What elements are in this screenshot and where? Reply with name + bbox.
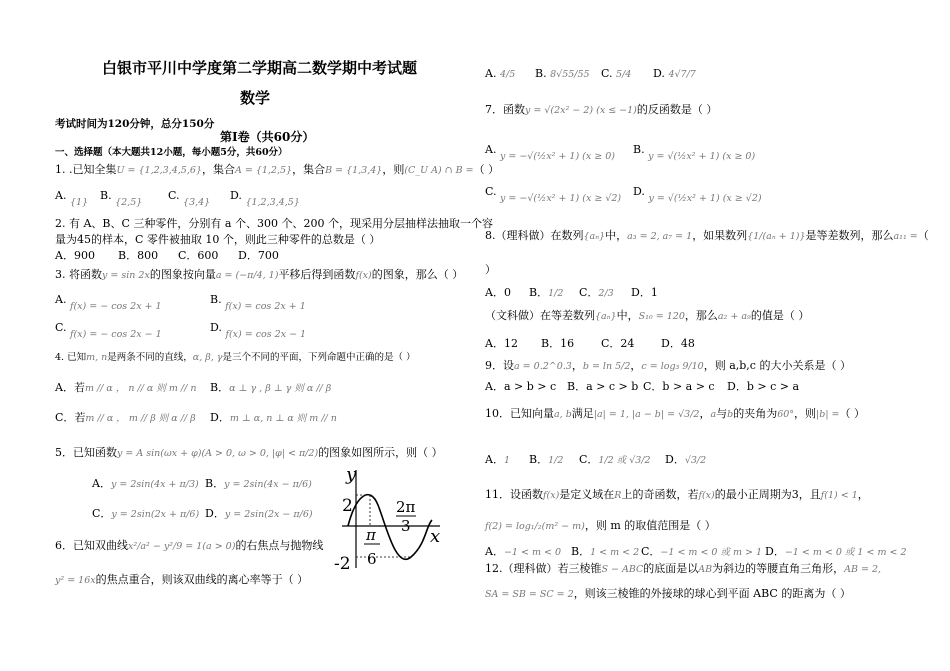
q11-option-a: A．−1 < m < 0 — [485, 545, 562, 558]
q1-stem-e: （ ） — [473, 163, 500, 176]
q3-option-b: B. f(x) = cos 2x + 1 — [210, 293, 306, 312]
q2-option-a: A．900 — [55, 249, 95, 262]
q8-option-c: C．2/3 — [579, 286, 614, 299]
question-6-line-2: y² = 16x的焦点重合，则该双曲线的离心率等于（ ） — [55, 573, 309, 586]
q6-option-b: B. 8√55/55 — [535, 67, 590, 80]
q10-option-a: A．1 — [485, 453, 510, 466]
q7-option-a: A. y = −√(½x² + 1) (x ≥ 0) — [485, 143, 615, 162]
sine-graph — [334, 460, 446, 574]
question-10: 10．已知向量a, b满足|a| = 1, |a − b| = √3/2，a与b的夹角为60°，则|b| =（ ） — [485, 407, 866, 420]
q3-option-c: C. f(x) = − cos 2x − 1 — [55, 321, 162, 340]
q8w-option-c: C．24 — [601, 337, 635, 350]
question-2-line-1: 2. 有 A、B、C 三种零件，分别有 a 个、300 个、200 个，现采用分层抽样法抽取一个容 — [55, 217, 493, 230]
q8-option-d: D．1 — [631, 286, 658, 299]
question-1 — [55, 162, 499, 178]
q1-math-b: B = {1,3,4} — [325, 165, 383, 176]
question-9: 9．设a = 0.2^0.3，b = ln 5/2，c = log₃ 9/10，则 a,b,c 的大小关系是（ ） — [485, 359, 851, 372]
q4-option-c: C．若m // α ， m // β 则 α // β — [55, 411, 196, 424]
q7-option-b: B. y = √(½x² + 1) (x ≥ 0) — [633, 143, 756, 162]
q9-option-b: B．a > c > b — [567, 380, 639, 393]
q3-option-a: A. f(x) = − cos 2x + 1 — [55, 293, 162, 312]
q2-option-b: B．800 — [118, 249, 159, 262]
q7-option-d: D. y = √(½x² + 1) (x ≥ √2) — [633, 185, 762, 204]
q8w-option-b: B．16 — [541, 337, 575, 350]
graph-x2-den: 3 — [401, 517, 411, 535]
graph-ymin-label: -2 — [334, 554, 351, 574]
subject-title: 数学 — [240, 91, 271, 107]
q11-option-d: D．−1 < m < 0 或 1 < m < 2 — [765, 545, 907, 558]
question-11-line-2: f(2) = log₁/₂(m² − m)，则 m 的取值范围是（ ） — [485, 519, 716, 532]
q1-stem: 1. .已知全集 — [55, 163, 117, 176]
q11-option-c: C．−1 < m < 0 或 m > 1 — [641, 545, 763, 558]
graph-x2-num: 2π — [396, 498, 416, 516]
q6-option-d: D. 4√7/7 — [653, 67, 696, 80]
question-8-arts: （文科做）在等差数列{aₙ}中，S₁₀ = 120，那么a₂ + a₉的值是（ ） — [485, 309, 810, 322]
section-heading: 一、选择题（本大题共12小题，每小题5分，共60分） — [55, 147, 288, 158]
exam-info: 考试时间为120分钟，总分150分 — [55, 118, 215, 130]
question-12-line-2: SA = SB = SC = 2，则该三棱锥的外接球的球心到平面 ABC 的距离为（ ） — [485, 587, 851, 600]
q7-option-c: C. y = −√(½x² + 1) (x ≥ √2) — [485, 185, 622, 204]
graph-x1-num: π — [366, 526, 376, 544]
q9-option-a: A．a > b > c — [485, 380, 557, 393]
question-8-close: ） — [485, 263, 496, 276]
q8-option-a: A．0 — [485, 286, 511, 299]
question-3: 3. 将函数y = sin 2x的图象按向量a = (−π/4, 1)平移后得到函数f(x)的图象，那么（ ） — [55, 268, 464, 281]
q8w-option-d: D．48 — [661, 337, 695, 350]
q10-option-d: D．√3/2 — [665, 453, 707, 466]
question-4: 4. 已知m, n是两条不同的直线，α, β, γ是三个不同的平面，下列命题中正确的是（ ） — [55, 352, 416, 363]
q8w-option-a: A．12 — [485, 337, 518, 350]
q11-option-b: B．1 < m < 2 — [571, 545, 640, 558]
q1-math-a: A = {1,2,5} — [234, 165, 293, 176]
q1-stem-b: ，集合 — [201, 163, 235, 176]
q4-option-b: B．α ⊥ γ , β ⊥ γ 则 α // β — [210, 381, 332, 394]
question-12-line-1: 12.（理科做）若三棱锥S − ABC的底面是以AB为斜边的等腰直角三角形，AB = 2, — [485, 562, 882, 575]
question-6-line-1: 6．已知双曲线x²/a² − y²/9 = 1(a > 0)的右焦点与抛物线 — [55, 539, 324, 552]
q10-option-b: B．1/2 — [529, 453, 564, 466]
q4-option-a: A．若m // α ， n // α 则 m // n — [55, 381, 197, 394]
q1-math-u: U = {1,2,3,4,5,6} — [116, 165, 202, 176]
q1-option-c: C. {3,4} — [168, 189, 211, 208]
q9-option-c: C．b > a > c — [643, 380, 715, 393]
q5-option-a: A．y = 2sin(4x + π/3) — [92, 477, 199, 490]
question-2-line-2: 量为45的样本，C 零件被抽取 10 个，则此三种零件的总数是（ ） — [55, 233, 381, 246]
q5-option-c: C．y = 2sin(2x + π/6) — [92, 507, 200, 520]
q2-option-c: C．600 — [178, 249, 219, 262]
q5-option-d: D．y = 2sin(2x − π/6) — [205, 507, 313, 520]
q1-stem-c: ，集合 — [292, 163, 326, 176]
q10-option-c: C．1/2 或 √3/2 — [579, 453, 651, 466]
q1-math-q: (C_U A) ∩ B = — [404, 165, 474, 176]
q6-option-a: A. 4/5 — [485, 67, 516, 80]
q8-option-b: B．1/2 — [529, 286, 564, 299]
part-title: 第Ⅰ卷（共60分） — [220, 130, 315, 144]
graph-ymax-label: 2 — [342, 496, 353, 516]
q2-option-d: D．700 — [238, 249, 279, 262]
graph-x-label: x — [430, 526, 441, 547]
question-7: 7．函数y = √(2x² − 2) (x ≤ −1)的反函数是（ ） — [485, 103, 718, 116]
q3-option-d: D. f(x) = cos 2x − 1 — [210, 321, 307, 340]
q1-stem-d: ，则 — [382, 163, 405, 176]
q1-option-b: B. {2,5} — [100, 189, 143, 208]
question-5: 5．已知函数y = A sin(ωx + φ)(A > 0, ω > 0, |φ| < π/2)的图象如图所示，则（ ） — [55, 446, 443, 459]
q9-option-d: D．b > c > a — [727, 380, 799, 393]
graph-x1-den: 6 — [367, 550, 377, 568]
q4-option-d: D．m ⊥ α, n ⊥ α 则 m // n — [210, 411, 337, 424]
q1-option-d: D. {1,2,3,4,5} — [230, 189, 300, 208]
sine-curve — [348, 495, 432, 560]
question-8: 8.（理科做）在数列{aₙ}中，a₃ = 2, a₇ = 1，如果数列{1/(aₙ + 1)}是等差数列，那么a₁₁ =（ — [485, 229, 929, 242]
q5-option-b: B．y = 2sin(4x − π/6) — [205, 477, 312, 490]
q1-option-a: A. {1} — [55, 189, 89, 208]
graph-y-label: y — [346, 464, 357, 485]
exam-title: 白银市平川中学度第二学期高二数学期中考试题 — [102, 61, 418, 77]
question-11-line-1: 11．设函数f(x)是定义域在R上的奇函数，若f(x)的最小正周期为3，且f(1) < 1， — [485, 488, 869, 501]
q6-option-c: C. 5/4 — [601, 67, 632, 80]
